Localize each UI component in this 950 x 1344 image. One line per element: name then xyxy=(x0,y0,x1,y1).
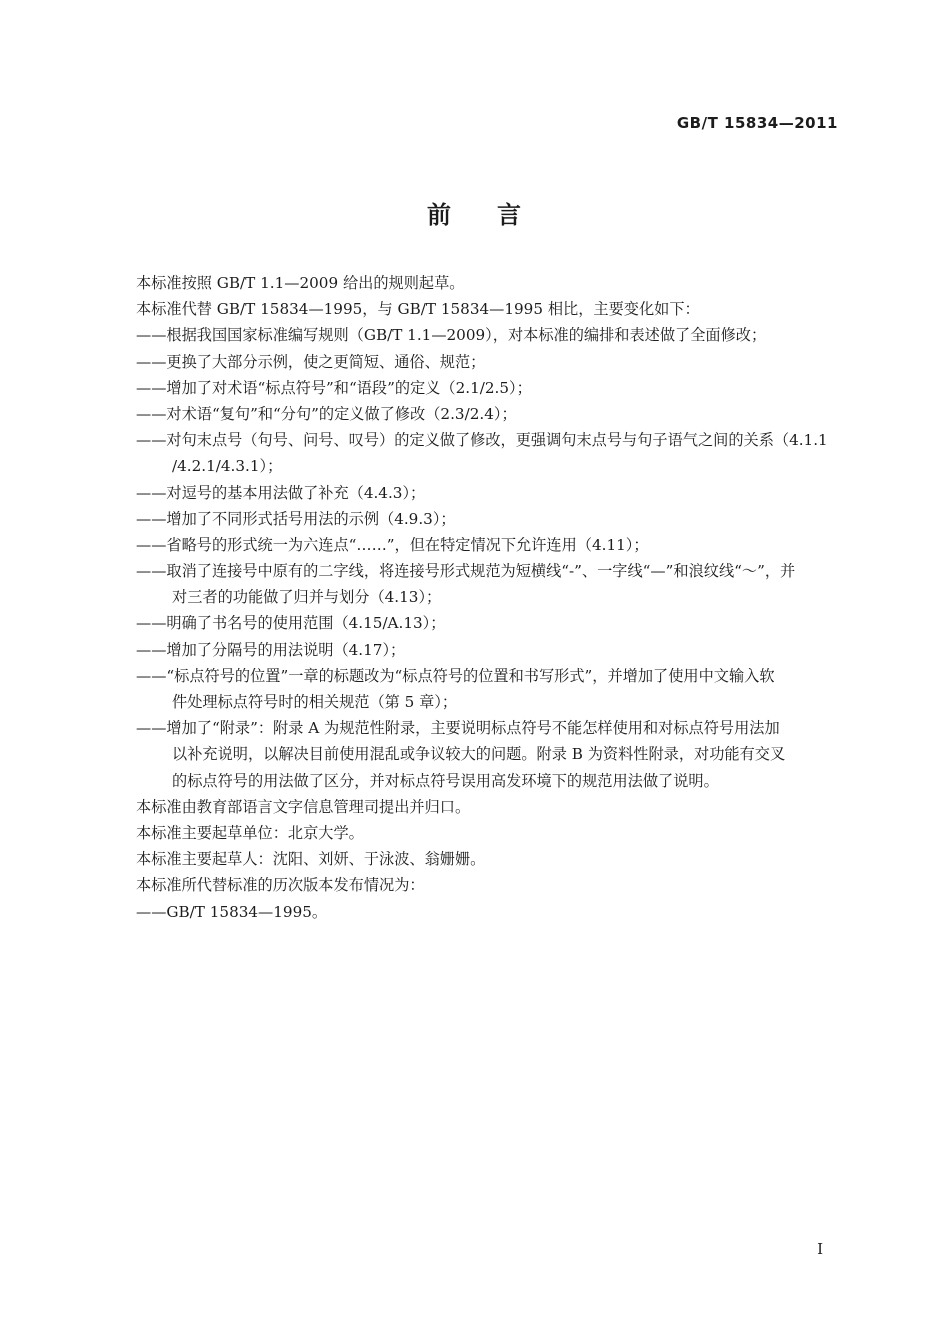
title-char-2: 言 xyxy=(497,201,523,229)
text-line: ——增加了“附录”：附录 A 为规范性附录，主要说明标点符号不能怎样使用和对标点符号用法加 xyxy=(136,719,780,738)
text-line: ——取消了连接号中原有的二字线，将连接号形式规范为短横线“-”、一字线“—”和浪纹线“～”，并 xyxy=(136,562,796,581)
text-line: 本标准主要起草单位：北京大学。 xyxy=(136,823,364,842)
text-line-continuation: /4.2.1/4.3.1）； xyxy=(172,457,283,476)
text-line: 本标准由教育部语言文字信息管理司提出并归口。 xyxy=(136,797,471,816)
text-line: ——“标点符号的位置”一章的标题改为“标点符号的位置和书写形式”，并增加了使用中文输入软 xyxy=(136,666,775,685)
text-line-continuation: 的标点符号的用法做了区分，并对标点符号误用高发环境下的规范用法做了说明。 xyxy=(172,771,719,790)
page-title xyxy=(0,195,950,230)
text-line: 本标准按照 GB/T 1.1—2009 给出的规则起草。 xyxy=(136,274,465,292)
text-line: ——GB/T 15834—1995。 xyxy=(136,902,328,921)
text-line-continuation: 对三者的功能做了归并与划分（4.13）； xyxy=(172,588,442,607)
standard-code: GB/T 15834—2011 xyxy=(676,114,838,132)
page-number: I xyxy=(817,1240,823,1258)
text-line-continuation: 件处理标点符号时的相关规范（第 5 章）； xyxy=(172,693,458,711)
text-line: ——增加了不同形式括号用法的示例（4.9.3）； xyxy=(136,509,456,528)
text-line: ——明确了书名号的使用范围（4.15/A.13）； xyxy=(136,614,446,633)
text-line: ——省略号的形式统一为六连点“……”，但在特定情况下允许连用（4.11）； xyxy=(136,535,649,554)
text-line: ——对句末点号（句号、问号、叹号）的定义做了修改，更强调句末点号与句子语气之间的关系（4.1.1 xyxy=(136,431,828,450)
title-char-1: 前 xyxy=(427,201,453,229)
text-line: 本标准主要起草人：沈阳、刘妍、于泳波、翁姗姗。 xyxy=(136,850,486,869)
preface-body xyxy=(136,270,846,925)
text-line: ——增加了分隔号的用法说明（4.17）； xyxy=(136,640,406,659)
text-line: ——根据我国国家标准编写规则（GB/T 1.1—2009），对本标准的编排和表述做了全面修改； xyxy=(136,326,767,345)
text-line: 本标准所代替标准的历次版本发布情况为： xyxy=(136,876,425,895)
text-line: ——增加了对术语“标点符号”和“语段”的定义（2.1/2.5）； xyxy=(136,378,532,397)
text-line: ——更换了大部分示例，使之更简短、通俗、规范； xyxy=(136,352,486,371)
text-line-continuation: 以补充说明，以解决目前使用混乱或争议较大的问题。附录 B 为资料性附录，对功能有交叉 xyxy=(172,745,786,764)
text-line: 本标准代替 GB/T 15834—1995，与 GB/T 15834—1995 相比，主要变化如下： xyxy=(136,300,700,319)
text-line: ——对术语“复句”和“分句”的定义做了修改（2.3/2.4）； xyxy=(136,404,517,423)
text-line: ——对逗号的基本用法做了补充（4.4.3）； xyxy=(136,483,426,502)
